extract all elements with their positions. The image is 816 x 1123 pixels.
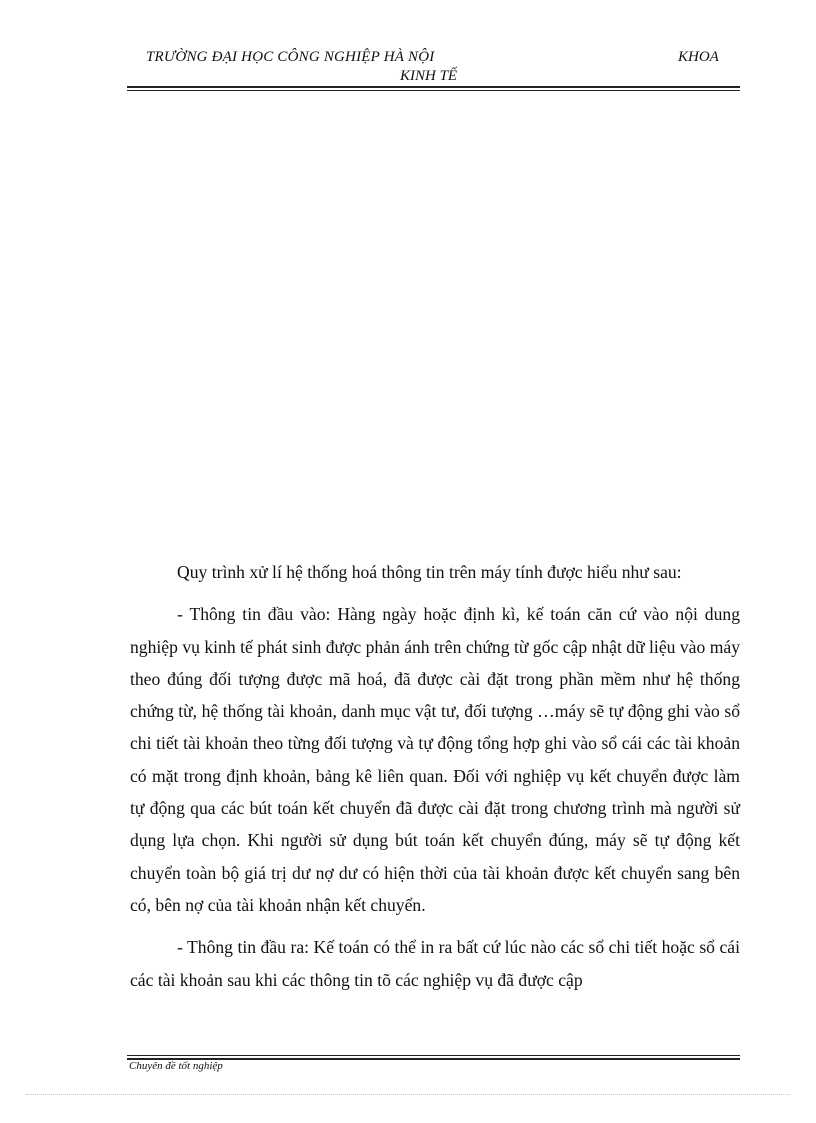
header-rule-bottom <box>127 90 740 91</box>
output-info-paragraph: - Thông tin đầu ra: Kế toán có thể in ra bất cứ lúc nào các sổ chi tiết hoặc sổ cái các tài khoản sau khi các thông tin tõ các nghiệp vụ đã được cập <box>130 937 740 990</box>
intro-paragraph: Quy trình xử lí hệ thống hoá thông tin trên máy tính được hiểu như sau: <box>177 562 682 582</box>
header-faculty-label: KHOA <box>678 49 719 65</box>
input-info-paragraph: - Thông tin đầu vào: Hàng ngày hoặc định kì, kế toán căn cứ vào nội dung nghiệp vụ kinh tế phát sinh được phản ánh trên chứng từ gốc cập nhật dữ liệu vào máy theo đúng đối tượng được mã hoá, đã được cài đặt trong phần mềm như hệ thống chứng từ, hệ thống tài khoản, danh mục vật tư, đối tượng …máy sẽ tự động ghi vào sổ chi tiết tài khoản theo từng đối tượng và tự động tổng hợp ghi vào sổ cái các tài khoản có mặt trong định khoản, bảng kê liên quan. Đối với nghiệp vụ kết chuyển được làm tự động qua các bút toán kết chuyển đã được cài đặt trong chương trình mà người sử dụng lựa chọn. Khi người sử dụng bút toán kết chuyển đúng, máy sẽ tự động kết chuyển toàn bộ giá trị dư nợ dư có hiện thời của tài khoản được kết chuyển sang bên có, bên nợ của tài khoản nhận kết chuyển. <box>130 604 740 915</box>
footer-label: Chuyên đề tốt nghiệp <box>129 1060 223 1072</box>
page-bottom-dotted-line <box>26 1094 790 1095</box>
footer-rule-top <box>127 1055 740 1056</box>
header-rule-top <box>127 86 740 88</box>
header-university-name: TRƯỜNG ĐẠI HỌC CÔNG NGHIỆP HÀ NỘI <box>146 49 435 65</box>
body-text <box>130 556 740 996</box>
header-faculty-name: KINH TẾ <box>400 68 458 84</box>
